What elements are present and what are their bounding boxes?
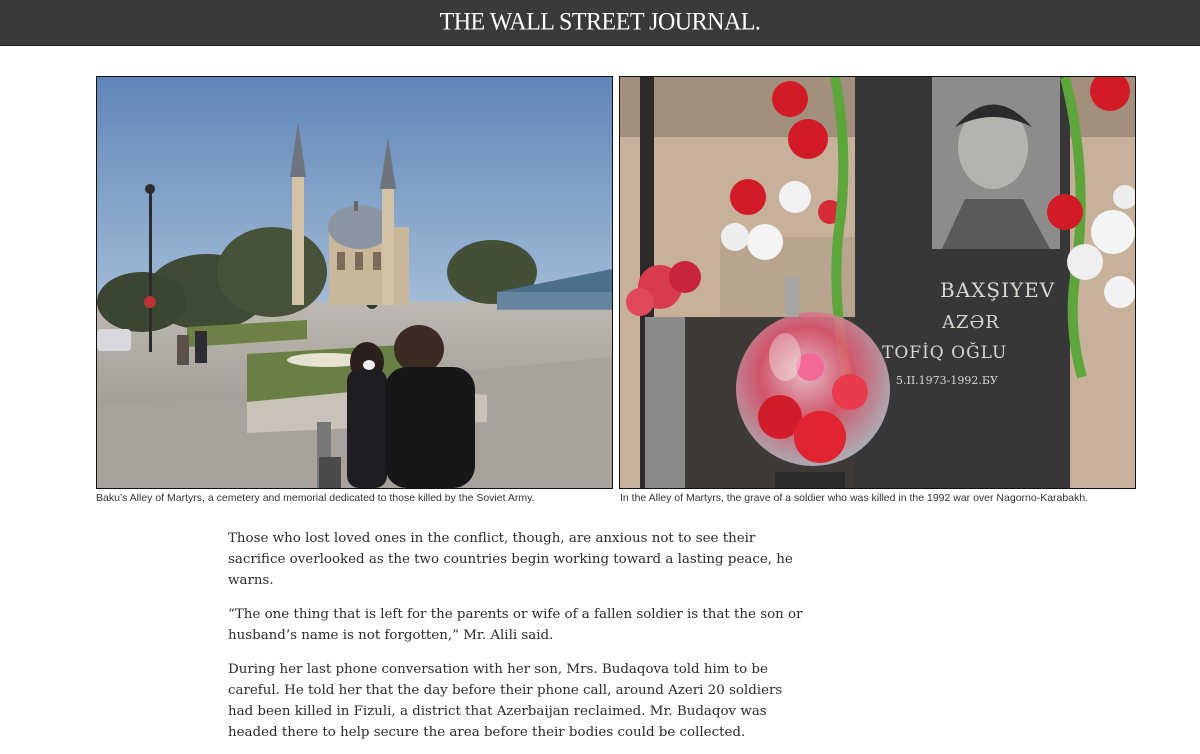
mosque-photo-illustration [97,77,612,488]
photo-soldier-grave [619,76,1136,489]
photo-caption-left: Baku’s Alley of Martyrs, a cemetery and memorial dedicated to those killed by the Soviet Army. [96,492,535,504]
grave-name-line-3: TOFİQ OĞLU [882,343,1008,363]
grave-name-line-1: BAXŞIYEV [940,278,1056,302]
top-bar [0,0,1200,46]
grave-photo-illustration [620,77,1135,488]
photo-caption-right: In the Alley of Martyrs, the grave of a soldier who was killed in the 1992 war over Nagorno-Karabakh. [620,492,1089,504]
masthead-logo[interactable]: THE WALL STREET JOURNAL. [439,8,761,36]
article-paragraph: “The one thing that is left for the parents or wife of a fallen soldier is that the son or husband’s name is not forgotten,” Mr. Alili said. [228,607,803,643]
article-paragraph: Those who lost loved ones in the conflict, though, are anxious not to see their sacrifice overlooked as the two countries begin working toward a lasting peace, he warns. [228,531,793,588]
article-paragraph: During her last phone conversation with her son, Mrs. Budaqova told him to be careful. He told her that the day before their phone call, around Azeri 20 soldiers had been killed in Fizuli, a district that Azerbaijan reclaimed. Mr. Budaqov was headed there to help secure the area before their bodies could be collected. [228,662,783,740]
grave-name-line-2: AZƏR [942,312,1000,333]
grave-dates: 5.II.1973-1992.БУ [896,374,998,387]
photo-alley-of-martyrs-mosque [96,76,613,489]
article-body [228,528,808,754]
